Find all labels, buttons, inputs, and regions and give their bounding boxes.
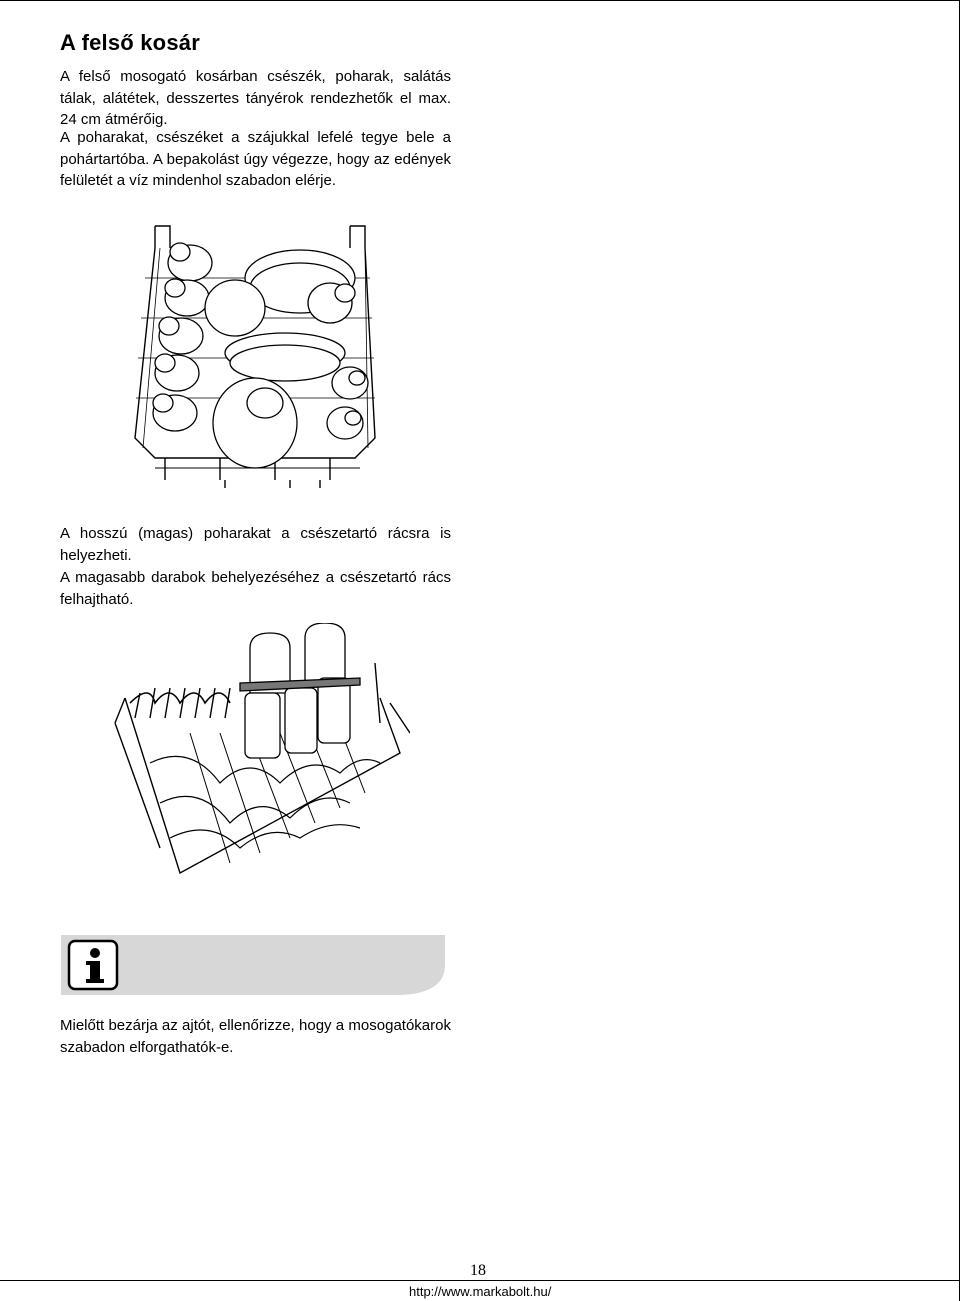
page-top-border <box>0 0 960 1</box>
fold-rack-paragraph: A magasabb darabok behelyezéséhez a csészetartó rács felhajtható. <box>60 569 451 608</box>
info-icon <box>69 941 117 989</box>
intro-paragraph: A felső mosogató kosárban csészék, poharak, salátás tálak, alátétek, desszertes tányérok rendezhetők el max. 24 cm átmérőig. <box>60 68 451 128</box>
check-arms-paragraph: Mielőtt bezárja az ajtót, ellenőrizze, hogy a mosogatókarok szabadon elforgathatók-e. <box>60 1017 451 1056</box>
page-title: A felső kosár <box>60 30 200 55</box>
tall-glasses-paragraph: A hosszú (magas) poharakat a csészetartó rácsra is helyezheti. <box>60 525 451 564</box>
footer-url[interactable]: http://www.markabolt.hu/ <box>409 1284 552 1299</box>
page-number: 18 <box>470 1262 486 1279</box>
upper-basket-top-view-illustration <box>125 218 385 493</box>
loading-paragraph: A poharakat, csészéket a szájukkal lefelé tegye bele a pohártartóba. A bepakolást úgy végezze, hogy az edények felületét a víz mindenhol szabadon elérje. <box>60 129 451 189</box>
upper-basket-perspective-illustration <box>110 623 410 878</box>
info-notice-bar <box>61 935 445 995</box>
footer-divider <box>0 1280 960 1281</box>
